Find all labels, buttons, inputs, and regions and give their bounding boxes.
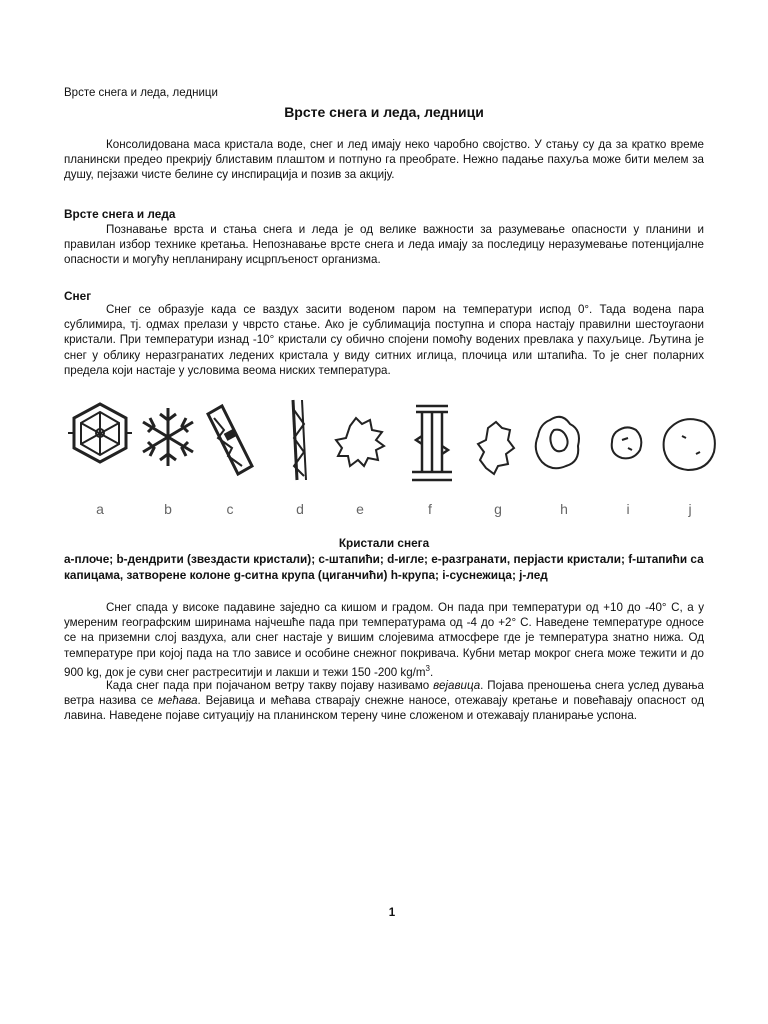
term-vejavica: вејавица (433, 679, 481, 692)
section-heading-snow: Снег (64, 289, 92, 303)
figure-caption-title: Кристали снега (338, 536, 430, 550)
precipitation-text: Снег спада у високе падавине заједно са кишом и градом. Он пада при температури од +10 до -40° C, а у умереним географским ширинама најчешће пада при температурама од -4 до +2° C. Наведене температуре односе се на приземни слој ваздуха, али снег настаје у вишим слојевима атмосфере где је температура знатно нижа. Од температуре при којој пада на тло зависе и особине снежног покривача. Кубни метар мокрог снега може тежити и до 900 kg, док је суви снег растреситији и лакши и тежи 150 -200 kg/m (64, 601, 704, 679)
section-snow-text: Снег се образује када се ваздух засити воденом паром на температури испод 0°. Тада водена пара сублимира, тј. одмах прелази у чврсто стање. Ако је сублимација поступна и спора настају правилни шестоугаони кристали. При температури изнад -10° кристали су обично спојени помоћу водених превлака у пахуљице. Љутина је снег у облику неразгранатих ледених кристала у виду ситних иглица, плочица или штапића. То је снег поларних предела који настаје у условима веома ниских температура. (64, 303, 704, 377)
section-types-text: Познавање врста и стања снега и леда је од велике важности за разумевање опасности у планини и правилан избор технике кретања. Непознавање врсте снега и леда имају за последицу неразумевање потенцијалне опасности и могућу непланирану исцрпљеност организма. (64, 223, 704, 267)
crystal-sleet-icon (612, 427, 642, 458)
intro-text: Консолидована маса кристала воде, снег и лед имају неко чаробно својство. У стању су да за кратко време планински предео прекрију блиставим плаштом и потпуно га преобрате. Нежно падање пахуља може бити мелем за душу, пејзажи чисте белине су инспирација и позив за акцију. (64, 138, 704, 182)
crystal-label-b: b (164, 501, 172, 517)
section-heading-types: Врсте снега и леда (64, 207, 176, 221)
blizzard-paragraph (64, 678, 704, 724)
intro-paragraph (64, 137, 704, 183)
crystal-label-h: h (560, 501, 568, 517)
crystal-branched-icon (336, 418, 384, 466)
precipitation-paragraph (64, 600, 704, 680)
running-header: Врсте снега и леда, ледници (64, 87, 218, 99)
blizzard-text-1: Када снег пада при појачаном ветру такву појаву називамо (106, 679, 434, 692)
crystal-label-i: i (626, 501, 630, 517)
page-number: 1 (388, 907, 396, 919)
snow-crystals-illustration (56, 396, 716, 524)
section-types-paragraph (64, 222, 704, 268)
crystal-plate-icon (68, 404, 132, 462)
section-snow-paragraph (64, 302, 704, 378)
precipitation-end: . (429, 665, 434, 679)
blizzard-text-2: . Појава преношења снега услед дувања ветра назива се (64, 679, 704, 708)
crystal-needle-icon (293, 400, 306, 480)
snow-crystals-figure (56, 396, 716, 524)
crystal-label-j: j (688, 501, 692, 517)
crystal-column-icon (208, 406, 252, 474)
crystal-label-a: a (96, 501, 104, 517)
crystal-label-g: g (494, 501, 502, 517)
crystal-label-e: e (356, 501, 364, 517)
term-mecava: мећава (157, 694, 198, 708)
crystal-label-d: d (296, 501, 304, 517)
crystal-label-f: f (428, 501, 432, 517)
unit-superscript: 3 (425, 663, 430, 673)
crystal-graupel-icon (478, 422, 514, 474)
page-title: Врсте снега и леда, ледници (284, 104, 484, 120)
crystal-capped-column-icon (412, 406, 452, 480)
figure-caption: a-плоче; b-дендрити (звездасти кристали); c-штапићи; d-игле; e-разгранати, перјасти кристали; f-штапићи са капицама, затворене колоне g-ситна крупа (циганчићи) h-крупа; i-суснежица; j-лед (64, 552, 704, 582)
crystal-ice-icon (664, 419, 715, 470)
crystal-hail-icon (536, 417, 579, 468)
blizzard-text-3: . Вејавица и мећава стварају снежне наносе, отежавају кретање и повећавају опасност од лавина. Наведене појаве ситуацију на планинском терену чине сложеном и отежавају планирање успона. (64, 694, 704, 723)
crystal-dendrite-icon (143, 408, 193, 466)
crystal-label-c: c (226, 501, 234, 517)
